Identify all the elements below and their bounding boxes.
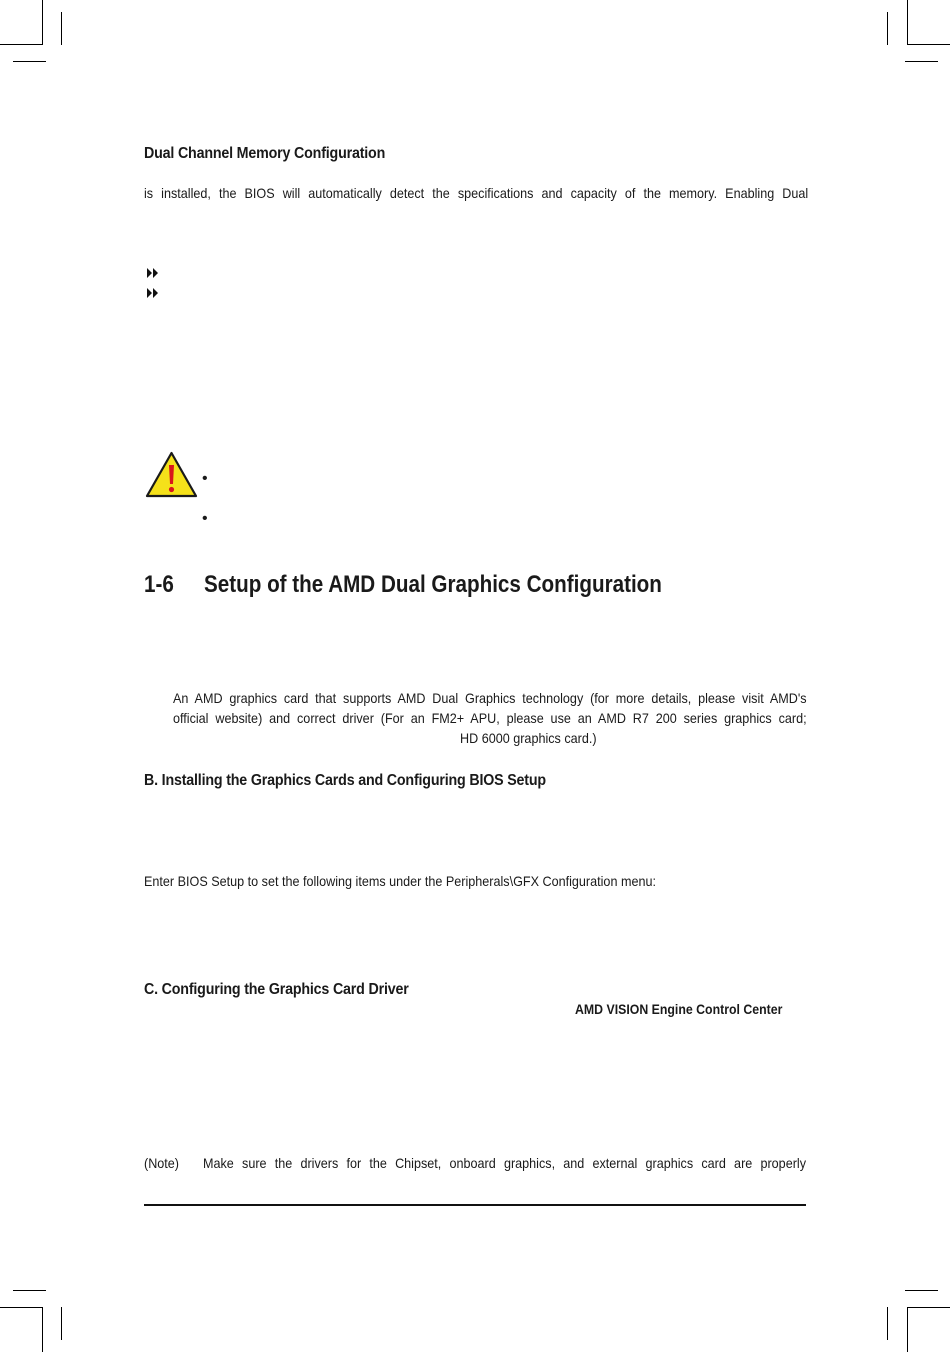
- note-text: Make sure the drivers for the Chipset, onboard graphics, and external graphics card are properly: [203, 1155, 806, 1171]
- crop-mark: [0, 1307, 43, 1308]
- footer-rule: [144, 1204, 806, 1206]
- note-label: (Note): [144, 1155, 180, 1171]
- crop-mark: [61, 1307, 62, 1340]
- section-c-heading: C. Configuring the Graphics Card Driver: [144, 981, 409, 998]
- crop-mark: [907, 0, 908, 45]
- crop-mark: [61, 12, 62, 45]
- control-center-label: AMD VISION Engine Control Center: [575, 1001, 783, 1017]
- crop-mark: [13, 1290, 46, 1291]
- crop-mark: [907, 1307, 950, 1308]
- bullet-dot: •: [202, 510, 208, 527]
- section-title: Setup of the AMD Dual Graphics Configuration: [204, 571, 662, 598]
- double-arrow-icon: [147, 268, 159, 278]
- bullet-dot: •: [202, 470, 208, 487]
- crop-mark: [13, 61, 46, 62]
- crop-mark: [907, 1307, 908, 1352]
- section-number: 1-6: [144, 571, 174, 598]
- crop-mark: [887, 1307, 888, 1340]
- crop-mark: [907, 44, 950, 45]
- crop-mark: [887, 12, 888, 45]
- warning-icon: [145, 451, 198, 498]
- requirement-line-1: An AMD graphics card that supports AMD Dual Graphics technology (for more details, please visit AMD's: [173, 690, 807, 706]
- crop-mark: [905, 61, 938, 62]
- crop-mark: [0, 44, 43, 45]
- bios-setup-text: Enter BIOS Setup to set the following items under the Peripherals\GFX Configuration menu:: [144, 873, 656, 889]
- double-arrow-icon: [147, 288, 159, 298]
- requirement-line-2: official website) and correct driver (For an FM2+ APU, please use an AMD R7 200 series graphics card;: [173, 710, 807, 726]
- crop-mark: [42, 0, 43, 45]
- requirement-line-3: HD 6000 graphics card.): [460, 730, 597, 746]
- crop-mark: [905, 1290, 938, 1291]
- dual-channel-text: is installed, the BIOS will automatically detect the specifications and capacity of the memory. Enabling Dual: [144, 185, 809, 201]
- dual-channel-heading: Dual Channel Memory Configuration: [144, 145, 386, 162]
- crop-mark: [42, 1307, 43, 1352]
- section-b-heading: B. Installing the Graphics Cards and Configuring BIOS Setup: [144, 772, 546, 789]
